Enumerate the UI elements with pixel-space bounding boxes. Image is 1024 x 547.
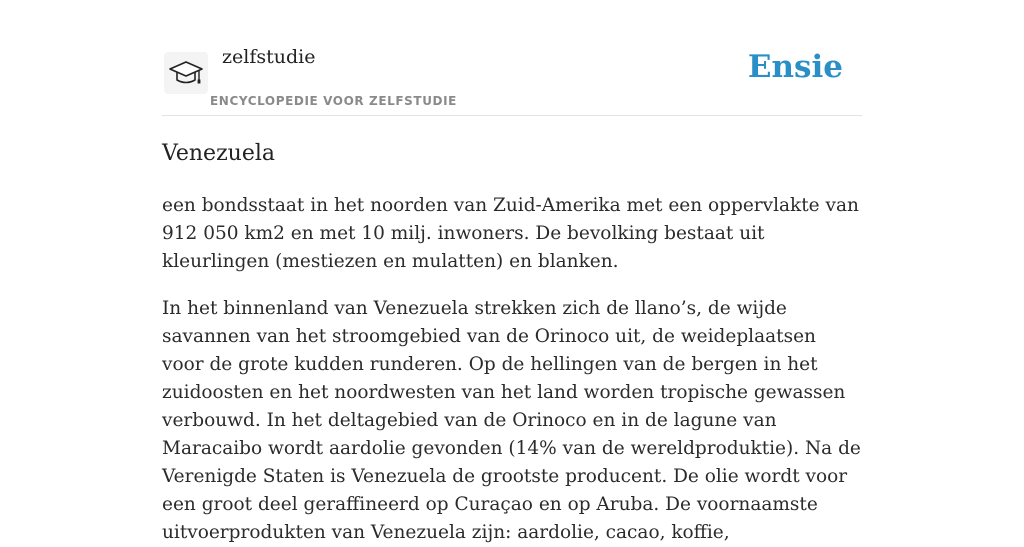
article-title: Venezuela bbox=[162, 141, 276, 166]
site-name[interactable]: zelfstudie bbox=[222, 46, 316, 68]
graduation-cap-icon bbox=[168, 56, 204, 90]
site-tagline: ENCYCLOPEDIE VOOR ZELFSTUDIE bbox=[210, 94, 457, 108]
article-paragraph: In het binnenland van Venezuela strekken zich de llano’s, de wijde savannen van het stroomgebied van de Orinoco uit, de weideplaatsen voor de grote kudden runderen. Op de hellingen van de bergen in het zuidoosten en het noordwesten van het land worden tropische gewassen verbouwd. In het deltagebied van de Orinoco en in de lagune van Maracaibo wordt aardolie gevonden (14% van de wereldproduktie). Na de Verenigde Staten is Venezuela de grootste producent. De olie wordt voor een groot deel geraffineerd op Curaçao en op Aruba. De voornaamste uitvoerprodukten van Venezuela zijn: aardolie, cacao, koffie, bbox=[162, 298, 861, 543]
site-header bbox=[162, 36, 862, 116]
article bbox=[162, 138, 862, 547]
brand-logo-link[interactable]: Ensie bbox=[747, 49, 843, 85]
site-logo[interactable] bbox=[164, 52, 208, 94]
article-paragraph: een bondsstaat in het noorden van Zuid-Amerika met een oppervlakte van 912 050 km2 en met 10 milj. inwoners. De bevolking bestaat uit kleurlingen (mestiezen en mulatten) en blanken. bbox=[162, 195, 859, 272]
